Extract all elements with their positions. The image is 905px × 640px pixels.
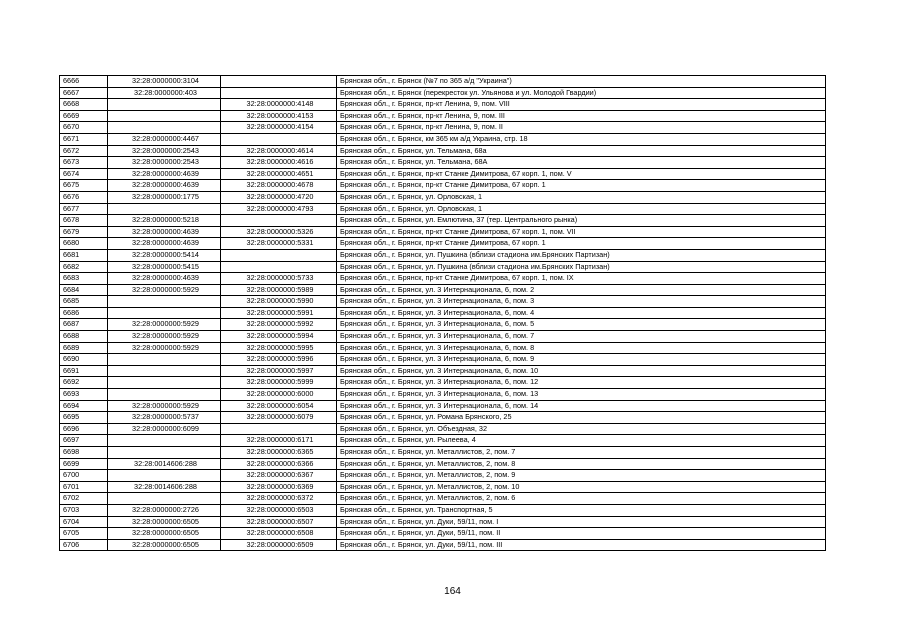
- row-number-cell: 6686: [60, 307, 108, 319]
- address-cell: Брянская обл., г. Брянск (№7 по 365 а/д "Украина"): [337, 76, 826, 88]
- address-cell: Брянская обл., г. Брянск, ул. Дуки, 59/11, пом. II: [337, 528, 826, 540]
- cadastral-number-cell: 32:28:0000000:2726: [108, 504, 221, 516]
- address-cell: Брянская обл., г. Брянск, км 365 км а/д Украина, стр. 18: [337, 133, 826, 145]
- address-cell: Брянская обл., г. Брянск, ул. 3 Интернационала, 6, пом. 10: [337, 365, 826, 377]
- premises-cadastral-number-cell: 32:28:0000000:6000: [221, 389, 337, 401]
- row-number-cell: 6674: [60, 168, 108, 180]
- premises-cadastral-number-cell: 32:28:0000000:5995: [221, 342, 337, 354]
- table-row: [60, 203, 826, 215]
- premises-cadastral-number-cell: 32:28:0000000:6365: [221, 447, 337, 459]
- table-row: [60, 296, 826, 308]
- table-row: [60, 284, 826, 296]
- row-number-cell: 6666: [60, 76, 108, 88]
- cadastral-number-cell: [108, 354, 221, 366]
- cadastral-number-cell: 32:28:0000000:5929: [108, 331, 221, 343]
- address-cell: Брянская обл., г. Брянск, ул. Пушкина (вблизи стадиона им.Брянских Партизан): [337, 249, 826, 261]
- cadastral-number-cell: 32:28:0000000:4639: [108, 273, 221, 285]
- table-row: [60, 238, 826, 250]
- row-number-cell: 6681: [60, 249, 108, 261]
- cadastral-number-cell: 32:28:0000000:4467: [108, 133, 221, 145]
- cadastral-number-cell: [108, 447, 221, 459]
- premises-cadastral-number-cell: 32:28:0000000:6171: [221, 435, 337, 447]
- cadastral-number-cell: [108, 365, 221, 377]
- row-number-cell: 6679: [60, 226, 108, 238]
- premises-cadastral-number-cell: 32:28:0000000:5999: [221, 377, 337, 389]
- row-number-cell: 6699: [60, 458, 108, 470]
- cadastral-number-cell: 32:28:0000000:4639: [108, 180, 221, 192]
- premises-cadastral-number-cell: 32:28:0000000:5326: [221, 226, 337, 238]
- cadastral-number-cell: 32:28:0000000:5929: [108, 319, 221, 331]
- address-cell: Брянская обл., г. Брянск (перекресток ул. Ульянова и ул. Молодой Гвардии): [337, 87, 826, 99]
- table-row: [60, 110, 826, 122]
- address-cell: Брянская обл., г. Брянск, ул. Металлистов, 2, пом. 10: [337, 481, 826, 493]
- premises-cadastral-number-cell: 32:28:0000000:4678: [221, 180, 337, 192]
- table-row: [60, 539, 826, 551]
- table-row: [60, 319, 826, 331]
- cadastral-number-cell: 32:28:0000000:5929: [108, 400, 221, 412]
- table-row: [60, 493, 826, 505]
- cadastral-number-cell: 32:28:0014606:288: [108, 481, 221, 493]
- address-cell: Брянская обл., г. Брянск, ул. Транспортная, 5: [337, 504, 826, 516]
- table-row: [60, 226, 826, 238]
- table-row: [60, 447, 826, 459]
- table-row: [60, 435, 826, 447]
- address-cell: Брянская обл., г. Брянск, ул. 3 Интернационала, 6, пом. 8: [337, 342, 826, 354]
- address-cell: Брянская обл., г. Брянск, ул. Дуки, 59/11, пом. III: [337, 539, 826, 551]
- address-cell: Брянская обл., г. Брянск, ул. 3 Интернационала, 6, пом. 3: [337, 296, 826, 308]
- row-number-cell: 6667: [60, 87, 108, 99]
- cadastral-number-cell: 32:28:0000000:6099: [108, 423, 221, 435]
- address-cell: Брянская обл., г. Брянск, ул. Пушкина (вблизи стадиона им.Брянских Партизан): [337, 261, 826, 273]
- address-cell: Брянская обл., г. Брянск, ул. Емлютина, 37 (тер. Центрального рынка): [337, 215, 826, 227]
- cadastral-number-cell: [108, 377, 221, 389]
- address-cell: Брянская обл., г. Брянск, пр-кт Станке Димитрова, 67 корп. 1, пом. IX: [337, 273, 826, 285]
- cadastral-number-cell: 32:28:0000000:5929: [108, 284, 221, 296]
- address-cell: Брянская обл., г. Брянск, ул. Орловская, 1: [337, 203, 826, 215]
- cadastral-number-cell: 32:28:0000000:5218: [108, 215, 221, 227]
- table-row: [60, 133, 826, 145]
- table-row: [60, 180, 826, 192]
- premises-cadastral-number-cell: [221, 423, 337, 435]
- table-row: [60, 504, 826, 516]
- address-cell: Брянская обл., г. Брянск, ул. 3 Интернационала, 6, пом. 4: [337, 307, 826, 319]
- row-number-cell: 6698: [60, 447, 108, 459]
- table-row: [60, 423, 826, 435]
- row-number-cell: 6668: [60, 99, 108, 111]
- row-number-cell: 6702: [60, 493, 108, 505]
- cadastral-number-cell: 32:28:0000000:4639: [108, 168, 221, 180]
- row-number-cell: 6689: [60, 342, 108, 354]
- premises-cadastral-number-cell: 32:28:0000000:5994: [221, 331, 337, 343]
- premises-cadastral-number-cell: 32:28:0000000:5733: [221, 273, 337, 285]
- cadastral-number-cell: 32:28:0000000:5415: [108, 261, 221, 273]
- cadastral-number-cell: [108, 203, 221, 215]
- premises-cadastral-number-cell: 32:28:0000000:4614: [221, 145, 337, 157]
- premises-cadastral-number-cell: 32:28:0000000:6503: [221, 504, 337, 516]
- cadastral-number-cell: 32:28:0000000:6505: [108, 539, 221, 551]
- address-cell: Брянская обл., г. Брянск, ул. Металлистов, 2, пом. 9: [337, 470, 826, 482]
- address-cell: Брянская обл., г. Брянск, ул. 3 Интернационала, 6, пом. 13: [337, 389, 826, 401]
- cadastral-number-cell: 32:28:0000000:2543: [108, 157, 221, 169]
- cadastral-number-cell: 32:28:0000000:403: [108, 87, 221, 99]
- premises-cadastral-number-cell: 32:28:0000000:6372: [221, 493, 337, 505]
- address-cell: Брянская обл., г. Брянск, ул. Рылеева, 4: [337, 435, 826, 447]
- table-row: [60, 249, 826, 261]
- cadastral-number-cell: [108, 122, 221, 134]
- address-cell: Брянская обл., г. Брянск, пр-кт Станке Димитрова, 67 корп. 1: [337, 180, 826, 192]
- row-number-cell: 6696: [60, 423, 108, 435]
- cadastral-number-cell: 32:28:0000000:4639: [108, 238, 221, 250]
- row-number-cell: 6704: [60, 516, 108, 528]
- row-number-cell: 6677: [60, 203, 108, 215]
- cadastral-number-cell: 32:28:0014606:288: [108, 458, 221, 470]
- cadastral-number-cell: 32:28:0000000:5414: [108, 249, 221, 261]
- premises-cadastral-number-cell: 32:28:0000000:4153: [221, 110, 337, 122]
- table-row: [60, 122, 826, 134]
- table-row: [60, 389, 826, 401]
- table-row: [60, 481, 826, 493]
- cadastral-number-cell: 32:28:0000000:6505: [108, 516, 221, 528]
- premises-cadastral-number-cell: [221, 249, 337, 261]
- table-row: [60, 342, 826, 354]
- premises-cadastral-number-cell: 32:28:0000000:4616: [221, 157, 337, 169]
- cadastral-number-cell: [108, 470, 221, 482]
- premises-cadastral-number-cell: 32:28:0000000:6054: [221, 400, 337, 412]
- premises-cadastral-number-cell: 32:28:0000000:6366: [221, 458, 337, 470]
- table-row: [60, 528, 826, 540]
- row-number-cell: 6695: [60, 412, 108, 424]
- row-number-cell: 6678: [60, 215, 108, 227]
- premises-cadastral-number-cell: [221, 87, 337, 99]
- row-number-cell: 6691: [60, 365, 108, 377]
- premises-cadastral-number-cell: 32:28:0000000:5992: [221, 319, 337, 331]
- table-row: [60, 470, 826, 482]
- premises-cadastral-number-cell: 32:28:0000000:6367: [221, 470, 337, 482]
- address-cell: Брянская обл., г. Брянск, ул. Тельмана, 68а: [337, 145, 826, 157]
- premises-cadastral-number-cell: 32:28:0000000:4148: [221, 99, 337, 111]
- premises-cadastral-number-cell: 32:28:0000000:5991: [221, 307, 337, 319]
- cadastral-number-cell: [108, 296, 221, 308]
- address-cell: Брянская обл., г. Брянск, пр-кт Ленина, 9, пом. VIII: [337, 99, 826, 111]
- cadastral-number-cell: 32:28:0000000:5929: [108, 342, 221, 354]
- cadastral-number-cell: [108, 110, 221, 122]
- address-cell: Брянская обл., г. Брянск, ул. Дуки, 59/11, пом. I: [337, 516, 826, 528]
- table-row: [60, 331, 826, 343]
- table-row: [60, 273, 826, 285]
- row-number-cell: 6693: [60, 389, 108, 401]
- address-cell: Брянская обл., г. Брянск, ул. 3 Интернационала, 6, пом. 2: [337, 284, 826, 296]
- premises-cadastral-number-cell: 32:28:0000000:5997: [221, 365, 337, 377]
- cadastral-number-cell: 32:28:0000000:3104: [108, 76, 221, 88]
- row-number-cell: 6676: [60, 191, 108, 203]
- address-cell: Брянская обл., г. Брянск, ул. Металлистов, 2, пом. 7: [337, 447, 826, 459]
- address-cell: Брянская обл., г. Брянск, ул. 3 Интернационала, 6, пом. 9: [337, 354, 826, 366]
- row-number-cell: 6694: [60, 400, 108, 412]
- cadastral-number-cell: 32:28:0000000:5737: [108, 412, 221, 424]
- row-number-cell: 6705: [60, 528, 108, 540]
- table-row: [60, 365, 826, 377]
- address-cell: Брянская обл., г. Брянск, ул. Металлистов, 2, пом. 8: [337, 458, 826, 470]
- cadastral-number-cell: 32:28:0000000:6505: [108, 528, 221, 540]
- cadastral-number-cell: [108, 307, 221, 319]
- row-number-cell: 6669: [60, 110, 108, 122]
- premises-cadastral-number-cell: [221, 76, 337, 88]
- row-number-cell: 6675: [60, 180, 108, 192]
- table-row: [60, 377, 826, 389]
- row-number-cell: 6706: [60, 539, 108, 551]
- cadastral-number-cell: 32:28:0000000:2543: [108, 145, 221, 157]
- address-cell: Брянская обл., г. Брянск, ул. 3 Интернационала, 6, пом. 7: [337, 331, 826, 343]
- premises-cadastral-number-cell: [221, 215, 337, 227]
- address-cell: Брянская обл., г. Брянск, ул. Тельмана, 68А: [337, 157, 826, 169]
- table-row: [60, 157, 826, 169]
- address-cell: Брянская обл., г. Брянск, ул. Орловская, 1: [337, 191, 826, 203]
- table-row: [60, 412, 826, 424]
- premises-cadastral-number-cell: [221, 133, 337, 145]
- table-row: [60, 99, 826, 111]
- address-cell: Брянская обл., г. Брянск, пр-кт Ленина, 9, пом. III: [337, 110, 826, 122]
- row-number-cell: 6684: [60, 284, 108, 296]
- row-number-cell: 6685: [60, 296, 108, 308]
- row-number-cell: 6670: [60, 122, 108, 134]
- table-row: [60, 261, 826, 273]
- row-number-cell: 6692: [60, 377, 108, 389]
- premises-cadastral-number-cell: 32:28:0000000:4651: [221, 168, 337, 180]
- premises-cadastral-number-cell: [221, 261, 337, 273]
- table-row: [60, 354, 826, 366]
- table-row: [60, 168, 826, 180]
- registry-table: [59, 75, 826, 551]
- table-row: [60, 215, 826, 227]
- table-row: [60, 145, 826, 157]
- row-number-cell: 6700: [60, 470, 108, 482]
- table-row: [60, 516, 826, 528]
- address-cell: Брянская обл., г. Брянск, ул. 3 Интернационала, 6, пом. 5: [337, 319, 826, 331]
- premises-cadastral-number-cell: 32:28:0000000:6509: [221, 539, 337, 551]
- address-cell: Брянская обл., г. Брянск, пр-кт Станке Димитрова, 67 корп. 1, пом. V: [337, 168, 826, 180]
- address-cell: Брянская обл., г. Брянск, ул. Объездная, 32: [337, 423, 826, 435]
- row-number-cell: 6673: [60, 157, 108, 169]
- premises-cadastral-number-cell: 32:28:0000000:4154: [221, 122, 337, 134]
- premises-cadastral-number-cell: 32:28:0000000:6079: [221, 412, 337, 424]
- row-number-cell: 6682: [60, 261, 108, 273]
- table-row: [60, 191, 826, 203]
- address-cell: Брянская обл., г. Брянск, пр-кт Станке Димитрова, 67 корп. 1: [337, 238, 826, 250]
- premises-cadastral-number-cell: 32:28:0000000:6507: [221, 516, 337, 528]
- address-cell: Брянская обл., г. Брянск, пр-кт Станке Димитрова, 67 корп. 1, пом. VII: [337, 226, 826, 238]
- table-row: [60, 458, 826, 470]
- cadastral-number-cell: [108, 435, 221, 447]
- premises-cadastral-number-cell: 32:28:0000000:4720: [221, 191, 337, 203]
- row-number-cell: 6697: [60, 435, 108, 447]
- premises-cadastral-number-cell: 32:28:0000000:5996: [221, 354, 337, 366]
- premises-cadastral-number-cell: 32:28:0000000:4793: [221, 203, 337, 215]
- address-cell: Брянская обл., г. Брянск, ул. Металлистов, 2, пом. 6: [337, 493, 826, 505]
- row-number-cell: 6701: [60, 481, 108, 493]
- table-row: [60, 307, 826, 319]
- page-number: 164: [444, 586, 461, 597]
- address-cell: Брянская обл., г. Брянск, пр-кт Ленина, 9, пом. II: [337, 122, 826, 134]
- row-number-cell: 6672: [60, 145, 108, 157]
- row-number-cell: 6680: [60, 238, 108, 250]
- address-cell: Брянская обл., г. Брянск, ул. 3 Интернационала, 6, пом. 12: [337, 377, 826, 389]
- row-number-cell: 6671: [60, 133, 108, 145]
- row-number-cell: 6690: [60, 354, 108, 366]
- row-number-cell: 6703: [60, 504, 108, 516]
- cadastral-number-cell: 32:28:0000000:4639: [108, 226, 221, 238]
- table-row: [60, 400, 826, 412]
- row-number-cell: 6683: [60, 273, 108, 285]
- premises-cadastral-number-cell: 32:28:0000000:6369: [221, 481, 337, 493]
- premises-cadastral-number-cell: 32:28:0000000:5989: [221, 284, 337, 296]
- table-row: [60, 87, 826, 99]
- premises-cadastral-number-cell: 32:28:0000000:5331: [221, 238, 337, 250]
- cadastral-number-cell: 32:28:0000000:1775: [108, 191, 221, 203]
- address-cell: Брянская обл., г. Брянск, ул. Романа Брянского, 25: [337, 412, 826, 424]
- premises-cadastral-number-cell: 32:28:0000000:5990: [221, 296, 337, 308]
- registry-table-body: [60, 76, 826, 551]
- address-cell: Брянская обл., г. Брянск, ул. 3 Интернационала, 6, пом. 14: [337, 400, 826, 412]
- row-number-cell: 6688: [60, 331, 108, 343]
- premises-cadastral-number-cell: 32:28:0000000:6508: [221, 528, 337, 540]
- cadastral-number-cell: [108, 493, 221, 505]
- table-row: [60, 76, 826, 88]
- row-number-cell: 6687: [60, 319, 108, 331]
- cadastral-number-cell: [108, 99, 221, 111]
- cadastral-number-cell: [108, 389, 221, 401]
